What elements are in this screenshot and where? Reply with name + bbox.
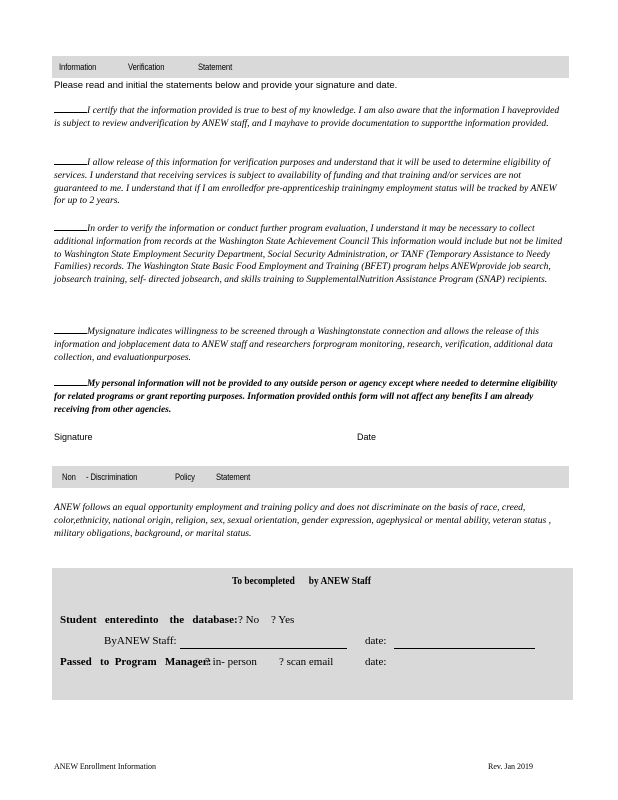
option-no[interactable]: ? No (238, 614, 260, 626)
footer-right: Rev. Jan 2019 (488, 762, 534, 771)
signature-label: Signature (54, 432, 93, 442)
date-label: Date (357, 432, 377, 442)
statement-1 (54, 103, 566, 131)
date-label-2: date: (365, 656, 387, 668)
statement-4 (54, 324, 566, 364)
policy-header (52, 466, 569, 488)
footer-left: ANEW Enrollment Information (54, 762, 157, 771)
header-word-statement: Statement (198, 62, 233, 72)
entered-database-label: Student enteredinto the database: (60, 614, 238, 626)
date-label-1: date: (365, 635, 387, 647)
header-word-information: Information (59, 62, 97, 72)
policy-header-word-4: Statement (216, 472, 251, 482)
staff-section (52, 568, 573, 700)
statement-5-text: My personal information will not be provided to any outside person or agency except where needed to determine eligibility for related programs or grant reporting purposes. Information provided onthis form will not affect any benefits I am already receiving from other agencies. (54, 379, 558, 415)
initial-blank-1[interactable] (54, 103, 87, 113)
by-staff-label: ByANEW Staff: (104, 635, 177, 647)
policy-header-word-2: - Discrimination (86, 472, 138, 482)
statement-5 (54, 376, 566, 416)
option-yes[interactable]: ? Yes (271, 614, 295, 626)
intro-instructions: Please read and initial the statements below and provide your signature and date. (54, 80, 398, 91)
initial-blank-2[interactable] (54, 155, 87, 165)
initial-blank-3[interactable] (54, 221, 87, 231)
statement-3-text: In order to verify the information or conduct further program evaluation, I understand it may be necessary to collect additional information from records at the Washington State Achievement Council This information would include but not be limited to Washington State Employment Security Department, Social Security Administration, or TANF (Temporary Assistance to Needy Families) records. The Washington State Basic Food Employment and Training (BFET) program helps ANEWprovide job search, jobsearch training, self- directed jobsearch, and skills training to SupplementalNutrition Assistance Program (SNAP) recipients. (54, 223, 563, 286)
statement-4-text: Mysignature indicates willingness to be screened through a Washingtonstate connection and allows the release of this information and jobplacement data to ANEW staff and researchers forprogram monitoring, research, verification, additional data collection, and evaluationpurposes. (54, 326, 553, 363)
policy-text: ANEW follows an equal opportunity employment and training policy and does not discriminate on the basis of race, creed, color,ethnicity, national origin, religion, sex, sexual orientation, gender expression, agephysical or mental ability, veteran status , military obligations, background, or marital status. (54, 502, 552, 539)
header-word-verification: Verification (128, 62, 165, 72)
statement-2 (54, 155, 566, 208)
option-in-person[interactable]: ? in- person (205, 656, 257, 668)
passed-manager-label: Passed to Program Manager: (60, 656, 212, 668)
statement-1-text: I certify that the information provided is true to best of my knowledge. I am also aware that the information I haveprovided is subject to review andverification by ANEW staff, and I mayhave to provide documentation to supportthe information provided. (54, 105, 560, 129)
policy-header-word-3: Policy (175, 472, 195, 482)
statement-3 (54, 221, 566, 287)
policy-header-word-1: Non (62, 472, 76, 482)
initial-blank-4[interactable] (54, 324, 87, 334)
statement-2-text: I allow release of this information for verification purposes and understand that it will be used to determine eligibility of services. I understand that receiving services is subject to availability of funding and that training and/or services are not guaranteed to me. I understand that if I am enrolledfor pre-apprenticeship trainingmy employment status will be tracked by ANEW for up to 2 years. (54, 157, 557, 207)
initial-blank-5[interactable] (54, 376, 87, 386)
staff-title-b: by ANEW Staff (308, 575, 371, 587)
date-input-line-1[interactable] (394, 648, 535, 649)
staff-section-title (232, 575, 371, 587)
by-staff-input-line[interactable] (180, 648, 347, 649)
option-scan-email[interactable]: ? scan email (279, 656, 334, 668)
staff-title-a: To becompleted (232, 575, 295, 587)
info-verification-header (52, 56, 569, 78)
